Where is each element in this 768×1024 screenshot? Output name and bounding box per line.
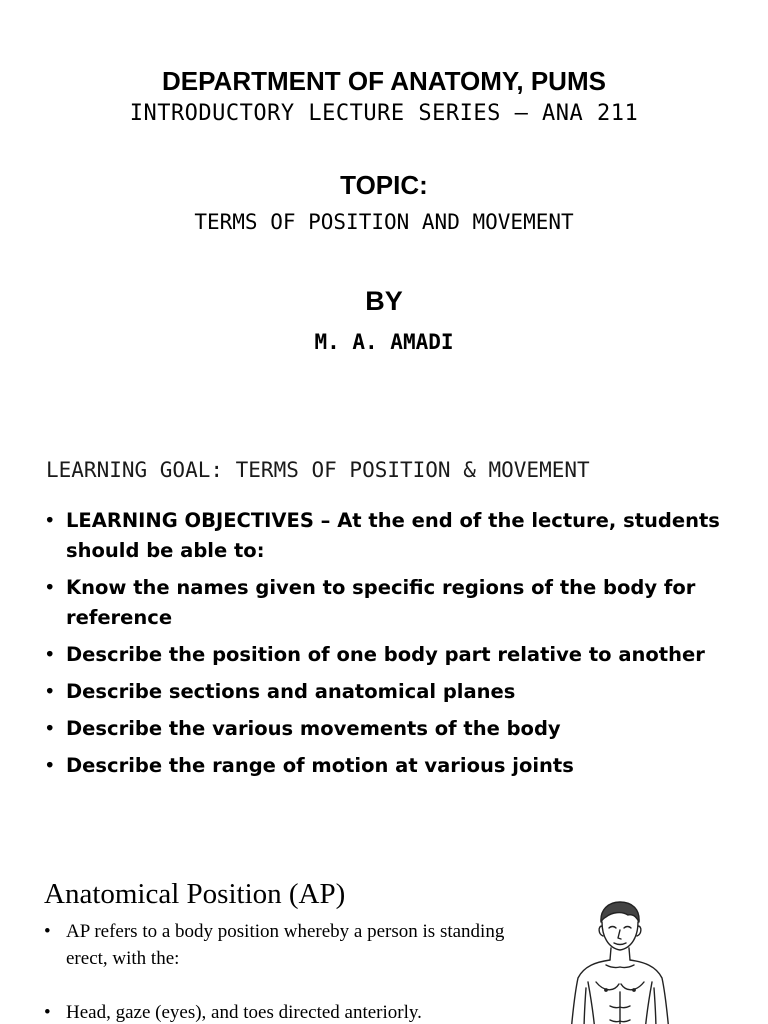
by-label: BY bbox=[365, 286, 403, 316]
objective-text: Know the names given to specific regions of the body for reference bbox=[66, 576, 696, 629]
slide-title: Anatomical Position (AP) bbox=[44, 878, 346, 910]
learning-goal-heading: LEARNING GOAL: TERMS OF POSITION & MOVEMENT bbox=[46, 458, 590, 482]
list-item bbox=[44, 714, 744, 744]
author-name: M. A. AMADI bbox=[314, 330, 454, 354]
objective-text: Describe the various movements of the body bbox=[66, 717, 561, 740]
bullet-icon: • bbox=[44, 680, 56, 703]
list-item bbox=[44, 573, 744, 633]
list-item bbox=[44, 918, 514, 972]
point-text: Head, gaze (eyes), and toes directed anteriorly. bbox=[66, 1002, 422, 1023]
list-item bbox=[44, 999, 514, 1024]
bullet-icon: • bbox=[44, 576, 56, 599]
bullet-icon: • bbox=[44, 717, 56, 740]
bullet-icon: • bbox=[44, 1002, 51, 1023]
objective-text: Describe the range of motion at various joints bbox=[66, 754, 574, 777]
bullet-icon: • bbox=[44, 643, 56, 666]
list-item bbox=[44, 506, 744, 566]
objective-text: Describe the position of one body part relative to another bbox=[66, 643, 705, 666]
lecture-series-subtitle: INTRODUCTORY LECTURE SERIES – ANA 211 bbox=[129, 101, 639, 126]
anatomical-figure-icon bbox=[548, 892, 698, 1024]
title-slide bbox=[0, 0, 768, 420]
learning-goal-slide bbox=[0, 420, 768, 840]
department-heading: DEPARTMENT OF ANATOMY, PUMS bbox=[162, 66, 606, 96]
objectives-list bbox=[44, 506, 744, 788]
point-text: AP refers to a body position whereby a person is standing erect, with the: bbox=[66, 921, 505, 969]
bullet-icon: • bbox=[44, 921, 51, 942]
anatomical-position-slide bbox=[0, 840, 768, 1024]
list-item bbox=[44, 677, 744, 707]
bullet-icon: • bbox=[44, 509, 56, 532]
topic-title: TERMS OF POSITION AND MOVEMENT bbox=[194, 210, 574, 234]
list-item bbox=[44, 640, 744, 670]
topic-label: TOPIC: bbox=[340, 170, 428, 200]
bullet-icon: • bbox=[44, 754, 56, 777]
objective-text: LEARNING OBJECTIVES – At the end of the lecture, students should be able to: bbox=[66, 509, 720, 562]
list-item bbox=[44, 751, 744, 781]
ap-points-list bbox=[44, 918, 514, 1024]
objective-text: Describe sections and anatomical planes bbox=[66, 680, 516, 703]
